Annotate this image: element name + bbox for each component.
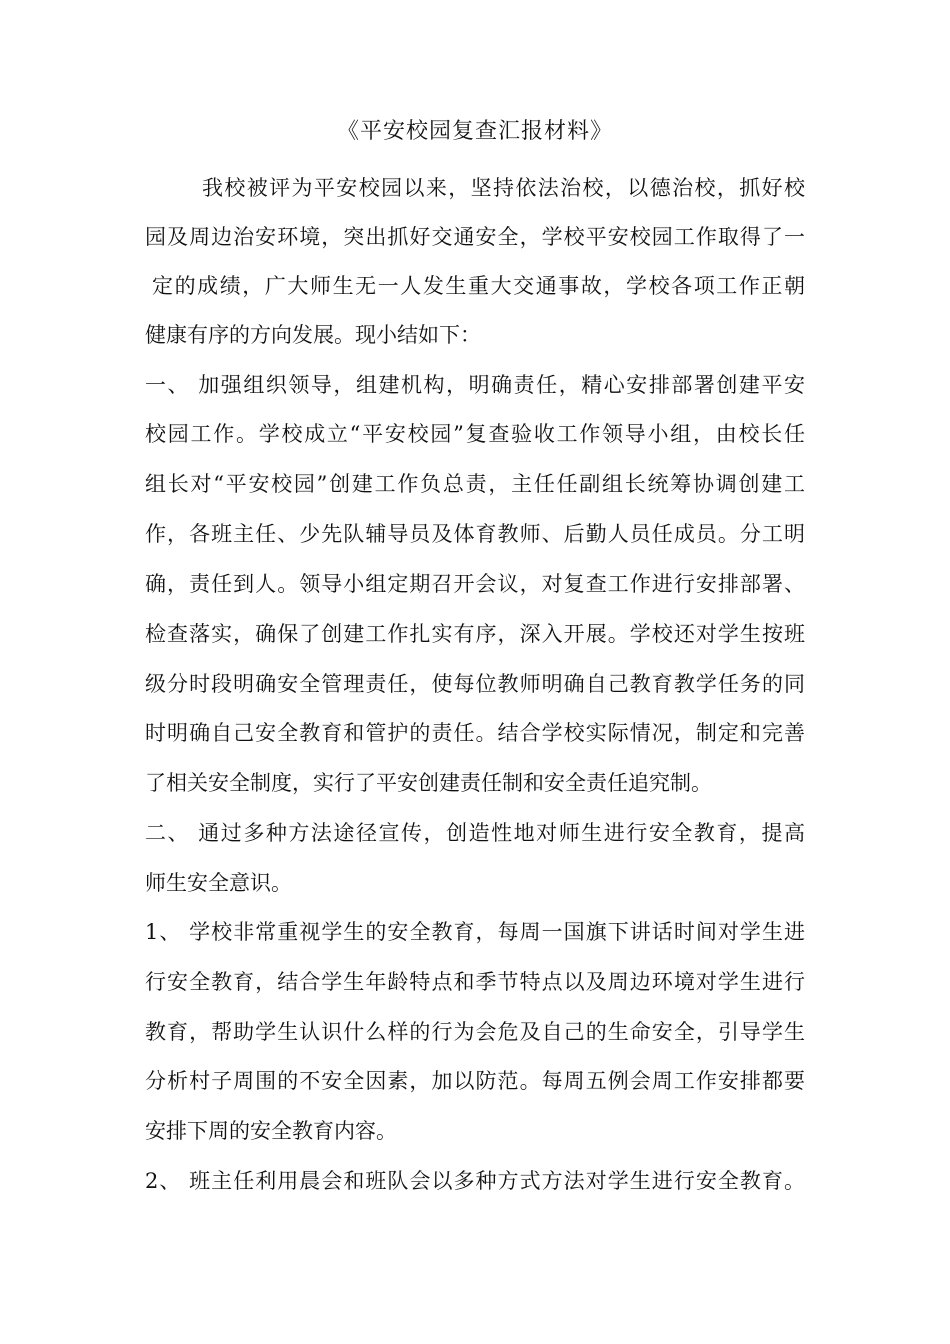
body-line: 教育，帮助学生认识什么样的行为会危及自己的生命安全，引导学生: [145, 1020, 805, 1044]
body-line: 确，责任到人。领导小组定期召开会议，对复查工作进行安排部署、: [145, 572, 805, 596]
body-line: 时明确自己安全教育和管护的责任。结合学校实际情况，制定和完善: [145, 721, 805, 745]
body-line: 了相关安全制度，实行了平安创建责任制和安全责任追究制。: [145, 771, 712, 795]
body-line: 校园工作。学校成立“平安校园”复查验收工作领导小组，由校长任: [145, 422, 805, 446]
document-title: 《平安校园复查汇报材料》: [336, 119, 613, 144]
body-line: 组长对“平安校园”创建工作负总责，主任任副组长统筹协调创建工: [145, 472, 805, 496]
body-line: 我校被评为平安校园以来，坚持依法治校，以德治校，抓好校: [202, 176, 805, 200]
body-line: 定的成绩，广大师生无一人发生重大交通事故，学校各项工作正朝: [152, 274, 805, 298]
body-line: 安排下周的安全教育内容。: [145, 1119, 397, 1143]
body-line: 园及周边治安环境，突出抓好交通安全，学校平安校园工作取得了一: [145, 225, 805, 249]
body-line: 分析村子周围的不安全因素，加以防范。每周五例会周工作安排都要: [145, 1069, 805, 1093]
body-line: 健康有序的方向发展。现小结如下：: [145, 323, 481, 347]
body-line: 师生安全意识。: [145, 871, 292, 895]
section-heading-1: 一、 加强组织领导，组建机构，明确责任，精心安排部署创建平安: [145, 373, 805, 397]
body-line: 检查落实，确保了创建工作扎实有序，深入开展。学校还对学生按班: [145, 622, 805, 646]
body-line: 级分时段明确安全管理责任，使每位教师明确自己教育教学任务的同: [145, 672, 805, 696]
section-heading-2: 二、 通过多种方法途径宣传，创造性地对师生进行安全教育，提高: [145, 821, 805, 845]
body-line: 行安全教育，结合学生年龄特点和季节特点以及周边环境对学生进行: [145, 970, 805, 994]
body-line: 作，各班主任、少先队辅导员及体育教师、后勤人员任成员。分工明: [145, 522, 805, 546]
list-item-1: 1、 学校非常重视学生的安全教育，每周一国旗下讲话时间对学生进: [145, 920, 805, 944]
list-item-2: 2、 班主任利用晨会和班队会以多种方式方法对学生进行安全教育。: [145, 1169, 805, 1193]
